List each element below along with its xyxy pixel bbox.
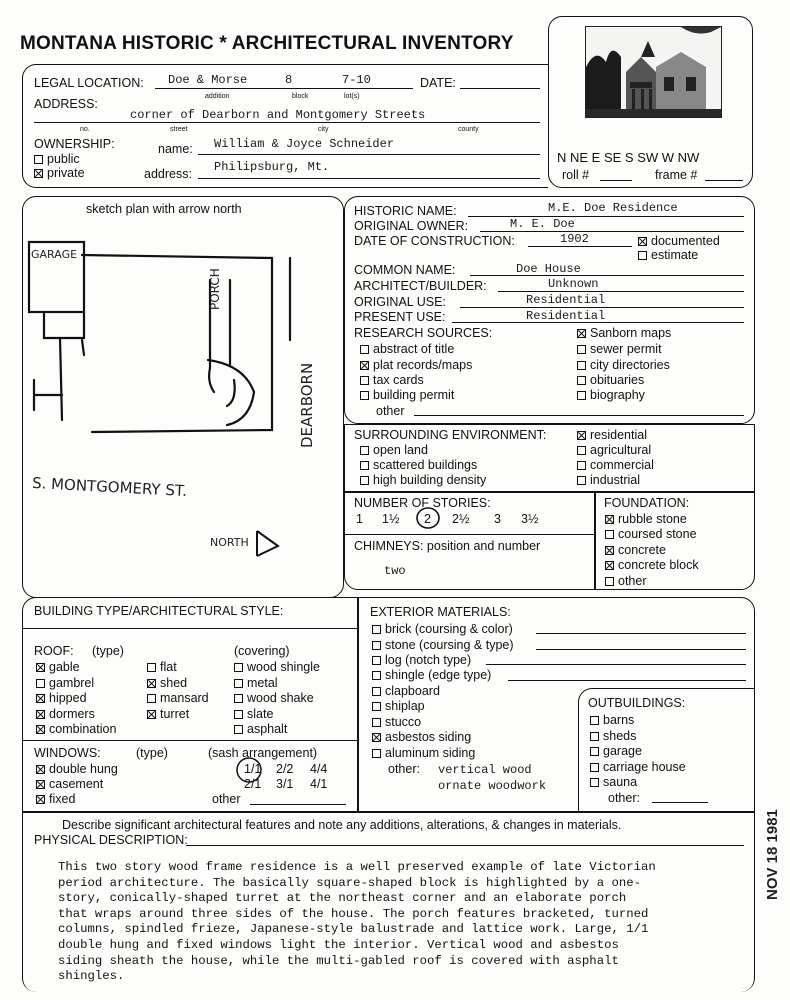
exterior-label: EXTERIOR MATERIALS: (370, 605, 511, 619)
checkbox-icon (360, 476, 369, 485)
dormers-checkbox[interactable]: dormers (36, 707, 95, 721)
sash-3-1[interactable]: 3/1 (276, 777, 294, 791)
checkbox-icon (372, 687, 381, 696)
checkbox-icon (590, 747, 599, 756)
checkbox-icon (234, 694, 243, 703)
building-permit-checkbox[interactable]: building permit (360, 388, 454, 402)
hipped-checkbox[interactable]: hipped (36, 691, 87, 705)
checkbox-icon (590, 732, 599, 741)
checked-box-icon (372, 733, 381, 742)
north-label: NORTH (210, 536, 249, 549)
concrete-checkbox[interactable]: concrete (605, 543, 666, 557)
garage-checkbox[interactable]: garage (590, 744, 642, 758)
lots-caption: lot(s) (344, 93, 360, 100)
checked-box-icon (36, 694, 45, 703)
asbestos-siding-checkbox[interactable]: asbestos siding (372, 730, 471, 744)
slate-checkbox[interactable]: slate (234, 707, 273, 721)
sewer-permit-checkbox[interactable]: sewer permit (577, 342, 662, 356)
date-label: DATE: (420, 76, 456, 90)
checkbox-icon (36, 679, 45, 688)
checkbox-icon (577, 446, 586, 455)
industrial-checkbox[interactable]: industrial (577, 473, 640, 487)
sash-4-4[interactable]: 4/4 (310, 762, 328, 776)
shed-checkbox[interactable]: shed (147, 676, 187, 690)
checkbox-icon (605, 577, 614, 586)
turret-checkbox[interactable]: turret (147, 707, 189, 721)
sanborn-maps-checkbox[interactable]: Sanborn maps (577, 326, 671, 340)
porch-label: PORCH (208, 268, 222, 310)
checked-box-icon (36, 780, 45, 789)
stucco-checkbox[interactable]: stucco (372, 715, 421, 729)
research-other-label: other (376, 404, 405, 418)
original-owner-label: ORIGINAL OWNER: (354, 219, 469, 233)
wood-shake-checkbox[interactable]: wood shake (234, 691, 314, 705)
checked-box-icon (605, 561, 614, 570)
sash-1-1[interactable]: 1/1 (244, 762, 262, 776)
dearborn-street-label: DEARBORN (298, 362, 316, 448)
stories-option-1-5[interactable]: 1½ (382, 512, 400, 526)
historic-name-value: M.E. Doe Residence (548, 201, 678, 215)
checked-box-icon (360, 361, 369, 370)
form-title: MONTANA HISTORIC * ARCHITECTURAL INVENTORY (20, 33, 514, 54)
shiplap-checkbox[interactable]: shiplap (372, 699, 425, 713)
gable-checkbox[interactable]: gable (36, 660, 80, 674)
architect-label: ARCHITECT/BUILDER: (354, 279, 487, 293)
checkbox-icon (360, 391, 369, 400)
residential-checkbox[interactable]: residential (577, 428, 647, 442)
outbuildings-label: OUTBUILDINGS: (588, 696, 686, 710)
checkbox-icon (234, 725, 243, 734)
checkbox-icon (360, 461, 369, 470)
barns-checkbox[interactable]: barns (590, 713, 634, 727)
checkbox-icon (577, 376, 586, 385)
checkbox-icon (372, 718, 381, 727)
checkbox-icon (234, 679, 243, 688)
log-checkbox[interactable]: log (notch type) (372, 653, 471, 667)
checked-box-icon (36, 725, 45, 734)
owner-name-value: William & Joyce Schneider (214, 137, 395, 151)
checkbox-icon (372, 749, 381, 758)
stone-checkbox[interactable]: stone (coursing & type) (372, 638, 514, 652)
metal-checkbox[interactable]: metal (234, 676, 278, 690)
owner-name-label: name: (158, 142, 193, 156)
clapboard-checkbox[interactable]: clapboard (372, 684, 440, 698)
checkbox-icon (234, 663, 243, 672)
construction-date-label: DATE OF CONSTRUCTION: (354, 234, 515, 248)
shingle-checkbox[interactable]: shingle (edge type) (372, 668, 491, 682)
abstract-of-title-checkbox[interactable]: abstract of title (360, 342, 454, 356)
north-arrow-icon (252, 528, 282, 560)
foundation-label: FOUNDATION: (604, 496, 690, 510)
tax-cards-checkbox[interactable]: tax cards (360, 373, 424, 387)
frame-label: frame # (655, 168, 698, 182)
checkbox-icon (590, 763, 599, 772)
checked-box-icon (577, 431, 586, 440)
stories-option-3-5[interactable]: 3½ (521, 512, 539, 526)
sash-2-1[interactable]: 2/1 (244, 777, 262, 791)
sash-4-1[interactable]: 4/1 (310, 777, 328, 791)
legal-location-label: LEGAL LOCATION: (34, 76, 144, 90)
combination-checkbox[interactable]: combination (36, 722, 116, 736)
research-sources-label: RESEARCH SOURCES: (354, 326, 493, 340)
selected-circle-icon (414, 505, 442, 531)
brick-checkbox[interactable]: brick (coursing & color) (372, 622, 513, 636)
foundation-other-checkbox[interactable]: other (605, 574, 647, 588)
chimneys-value: two (384, 564, 406, 578)
sketch-plan-drawing (22, 220, 342, 560)
checkbox-icon (147, 663, 156, 672)
legal-block-value: 8 (285, 73, 293, 87)
checked-box-icon (638, 237, 647, 246)
fixed-checkbox[interactable]: fixed (36, 792, 75, 806)
estimate-checkbox[interactable]: estimate (638, 248, 698, 262)
present-use-label: PRESENT USE: (354, 310, 446, 324)
stories-label: NUMBER OF STORIES: (354, 496, 491, 510)
checkbox-icon (590, 778, 599, 787)
checkbox-icon (360, 446, 369, 455)
checkbox-icon (577, 461, 586, 470)
windows-type-label: (type) (136, 746, 168, 760)
checkbox-icon (638, 251, 647, 260)
commercial-checkbox[interactable]: commercial (577, 458, 654, 472)
obituaries-checkbox[interactable]: obituaries (577, 373, 644, 387)
documented-checkbox[interactable]: documented (638, 234, 720, 248)
address-value: corner of Dearborn and Montgomery Streets (130, 108, 426, 122)
casement-checkbox[interactable]: casement (36, 777, 103, 791)
mansard-checkbox[interactable]: mansard (147, 691, 209, 705)
address-label: ADDRESS: (34, 97, 98, 111)
montgomery-street-label: S. MONTGOMERY ST. (31, 473, 188, 501)
checkbox-icon (372, 641, 381, 650)
checkbox-icon (34, 155, 43, 164)
checkbox-icon (360, 376, 369, 385)
checked-box-icon (36, 663, 45, 672)
checked-box-icon (147, 679, 156, 688)
block-caption: block (292, 93, 309, 100)
gambrel-checkbox[interactable]: gambrel (36, 676, 94, 690)
plat-records-checkbox[interactable]: plat records/maps (360, 358, 472, 372)
checkbox-icon (577, 391, 586, 400)
biography-checkbox[interactable]: biography (577, 388, 645, 402)
exterior-other-value-1: vertical wood (438, 763, 532, 777)
sketch-label: sketch plan with arrow north (86, 202, 242, 216)
stories-option-3[interactable]: 3 (494, 512, 501, 526)
checked-box-icon (577, 329, 586, 338)
ownership-label: OWNERSHIP: (34, 137, 115, 151)
chimneys-label: CHIMNEYS: position and number (354, 539, 541, 553)
architect-value: Unknown (548, 277, 599, 291)
checked-box-icon (36, 765, 45, 774)
stories-option-2-5[interactable]: 2½ (452, 512, 470, 526)
physical-description-label: PHYSICAL DESCRIPTION: (34, 833, 188, 847)
county-caption: county (458, 126, 479, 133)
private-checkbox[interactable]: private (34, 166, 85, 180)
checked-box-icon (605, 546, 614, 555)
sash-arrangement-label: (sash arrangement) (208, 746, 318, 760)
received-date-stamp: NOV 18 1981 (764, 809, 781, 900)
addition-caption: addition (205, 93, 230, 100)
roof-covering-label: (covering) (234, 644, 290, 658)
asphalt-checkbox[interactable]: asphalt (234, 722, 287, 736)
checkbox-icon (234, 710, 243, 719)
flat-checkbox[interactable]: flat (147, 660, 177, 674)
roof-type-label: (type) (92, 644, 124, 658)
common-name-value: Doe House (516, 262, 581, 276)
checkbox-icon (360, 345, 369, 354)
agricultural-checkbox[interactable]: agricultural (577, 443, 651, 457)
checkbox-icon (577, 476, 586, 485)
house-photo-image (586, 27, 721, 117)
checkbox-icon (605, 530, 614, 539)
aluminum-siding-checkbox[interactable]: aluminum siding (372, 746, 475, 760)
building-type-label: BUILDING TYPE/ARCHITECTURAL STYLE: (34, 604, 284, 618)
double-hung-checkbox[interactable]: double hung (36, 762, 118, 776)
coursed-stone-checkbox[interactable]: coursed stone (605, 527, 697, 541)
common-name-label: COMMON NAME: (354, 263, 456, 277)
roll-label: roll # (562, 168, 590, 182)
wood-shingle-checkbox[interactable]: wood shingle (234, 660, 320, 674)
checkbox-icon (372, 625, 381, 634)
sash-2-2[interactable]: 2/2 (276, 762, 294, 776)
environment-label: SURROUNDING ENVIRONMENT: (354, 428, 547, 442)
stories-option-1[interactable]: 1 (356, 512, 363, 526)
rubble-stone-checkbox[interactable]: rubble stone (605, 512, 687, 526)
checked-box-icon (34, 169, 43, 178)
outbuildings-other-label: other: (608, 791, 640, 805)
legal-lots-value: 7-10 (342, 73, 371, 87)
checked-box-icon (36, 710, 45, 719)
garage-label: GARAGE (31, 248, 78, 261)
public-checkbox[interactable]: public (34, 152, 80, 166)
roof-label: ROOF: (34, 644, 74, 658)
carriage-house-checkbox[interactable]: carriage house (590, 760, 686, 774)
checkbox-icon (372, 702, 381, 711)
original-use-value: Residential (526, 293, 606, 307)
high-density-checkbox[interactable]: high building density (360, 473, 486, 487)
photo-directions: N NE E SE S SW W NW (557, 150, 700, 165)
checkbox-icon (577, 345, 586, 354)
present-use-value: Residential (526, 309, 606, 323)
sheds-checkbox[interactable]: sheds (590, 729, 636, 743)
city-caption: city (318, 126, 329, 133)
checkbox-icon (590, 716, 599, 725)
checkbox-icon (577, 361, 586, 370)
exterior-other-value-2: ornate woodwork (438, 779, 547, 793)
owner-address-value: Philipsburg, Mt. (214, 160, 330, 174)
historic-name-label: HISTORIC NAME: (354, 204, 457, 218)
description-instruction: Describe significant architectural features and note any additions, alterations, & changes in materials. (62, 818, 622, 832)
no-caption: no. (80, 126, 90, 133)
checked-box-icon (36, 795, 45, 804)
city-directories-checkbox[interactable]: city directories (577, 358, 670, 372)
exterior-other-label: other: (388, 762, 420, 776)
windows-other-label: other (212, 792, 241, 806)
sauna-checkbox[interactable]: sauna (590, 775, 637, 789)
construction-date-value: 1902 (560, 232, 589, 246)
checked-box-icon (147, 710, 156, 719)
original-use-label: ORIGINAL USE: (354, 295, 446, 309)
legal-addition-value: Doe & Morse (168, 73, 248, 87)
original-owner-value: M. E. Doe (510, 217, 575, 231)
checkbox-icon (372, 671, 381, 680)
checkbox-icon (372, 656, 381, 665)
physical-description-text: This two story wood frame residence is a well preserved example of late Victorian period architecture. The basically square-shaped block is highlighted by a one- story, conically-shaped turret at the northeast corner and an elaborate porch that wraps around three sides of the house. The porch features bracketed, turned columns, spindled frieze, Japanese-style balustrade and lattice work. Large, 1/1 double hung and fixed windows light the interior. Vertical wood and asbestos siding sheath the house, while the multi-gabled roof is covered with asphalt shingles. (58, 860, 656, 984)
checked-box-icon (605, 515, 614, 524)
owner-address-label: address: (144, 167, 192, 181)
concrete-block-checkbox[interactable]: concrete block (605, 558, 699, 572)
street-caption: street (170, 126, 188, 133)
house-photo (585, 26, 722, 118)
scattered-buildings-checkbox[interactable]: scattered buildings (360, 458, 477, 472)
checkbox-icon (147, 694, 156, 703)
open-land-checkbox[interactable]: open land (360, 443, 428, 457)
windows-label: WINDOWS: (34, 746, 101, 760)
stories-option-2[interactable]: 2 (424, 512, 431, 526)
